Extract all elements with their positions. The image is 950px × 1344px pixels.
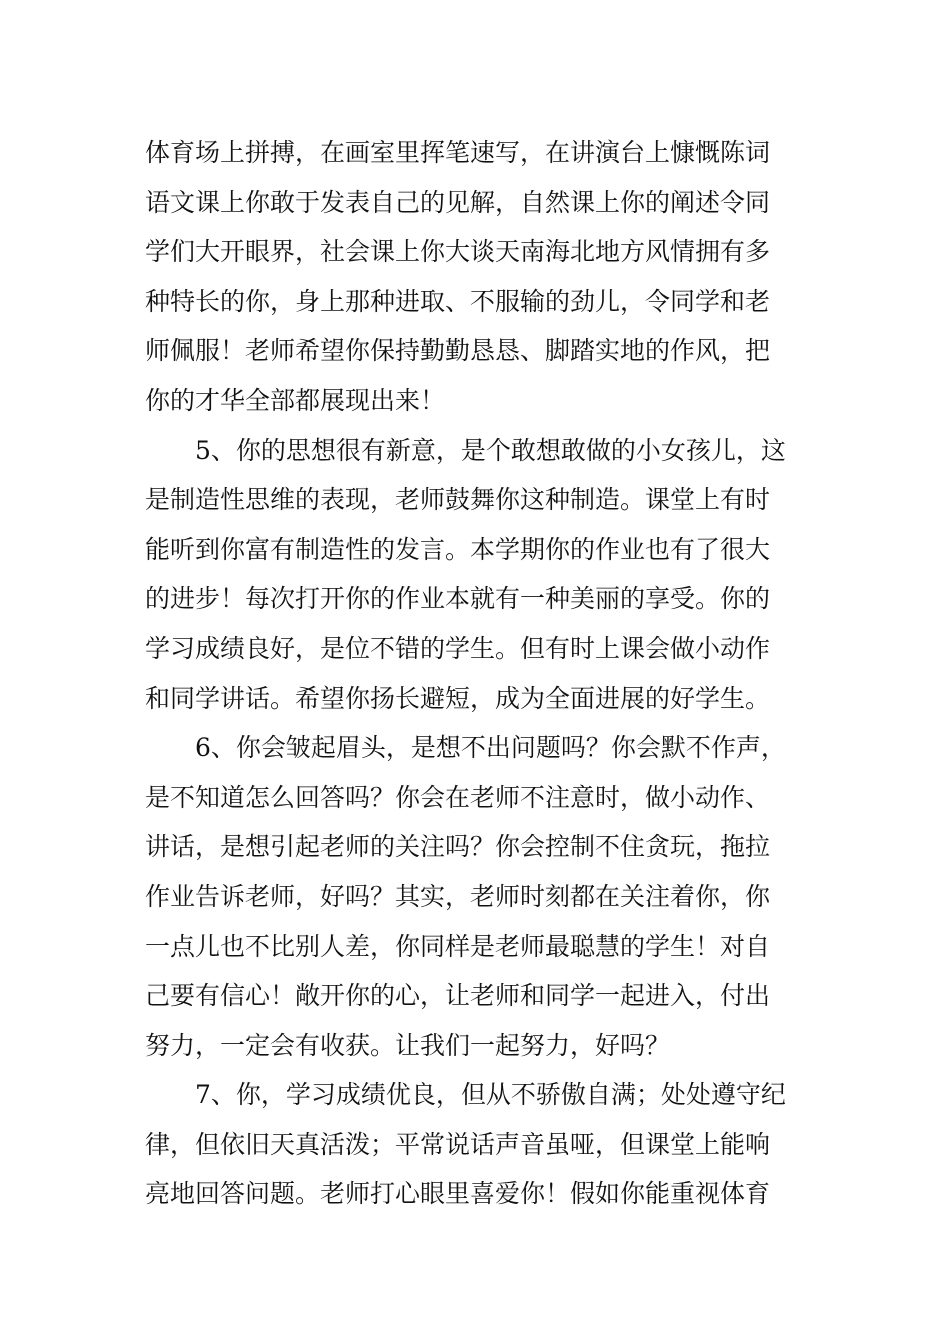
- text-line: 和同学讲话。希望你扬长避短，成为全面进展的好学生。: [145, 683, 771, 713]
- text-line: 的进步！每次打开你的作业本就有一种美丽的享受。你的: [145, 584, 771, 614]
- paragraph-5-start: 5、你的思想很有新意，是个敢想敢做的小女孩儿，这: [145, 435, 786, 465]
- text-line: 你的才华全部都展现出来！: [145, 385, 446, 415]
- text-line: 是制造性思维的表现，老师鼓舞你这种制造。课堂上有时: [145, 485, 771, 515]
- text-line: 律，但依旧天真活泼；平常说话声音虽哑，但课堂上能响: [145, 1129, 771, 1159]
- text-line: 能听到你富有制造性的发言。本学期你的作业也有了很大: [145, 534, 771, 564]
- body-text: [145, 128, 815, 1219]
- paragraph-6-start: 6、你会皱起眉头，是想不出问题吗？你会默不作声，: [145, 733, 786, 763]
- text-line: 师佩服！老师希望你保持勤勤恳恳、脚踏实地的作风，把: [145, 336, 771, 366]
- text-line: 体育场上拼搏，在画室里挥笔速写，在讲演台上慷慨陈词: [145, 138, 771, 167]
- text-line: 语文课上你敢于发表自己的见解，自然课上你的阐述令同: [145, 187, 771, 217]
- text-line: 是不知道怎么回答吗？你会在老师不注意时，做小动作、: [145, 782, 771, 812]
- text-line: 讲话，是想引起老师的关注吗？你会控制不住贪玩，拖拉: [145, 832, 771, 862]
- text-line: 学习成绩良好，是位不错的学生。但有时上课会做小动作: [145, 633, 771, 663]
- text-line: 种特长的你，身上那种进取、不服输的劲儿，令同学和老: [145, 286, 771, 316]
- text-line: 学们大开眼界，社会课上你大谈天南海北地方风情拥有多: [145, 237, 771, 267]
- text-line: 亮地回答问题。老师打心眼里喜爱你！假如你能重视体育: [145, 1179, 771, 1209]
- text-line: 己要有信心！敞开你的心，让老师和同学一起进入，付出: [145, 981, 771, 1011]
- text-line: 作业告诉老师，好吗？其实，老师时刻都在关注着你，你: [145, 881, 771, 911]
- paragraph-7-start: 7、你，学习成绩优良，但从不骄傲自满；处处遵守纪: [145, 1080, 786, 1110]
- text-line: 努力，一定会有收获。让我们一起努力，好吗？: [145, 1030, 671, 1060]
- text-line: 一点儿也不比别人差，你同样是老师最聪慧的学生！对自: [145, 931, 771, 961]
